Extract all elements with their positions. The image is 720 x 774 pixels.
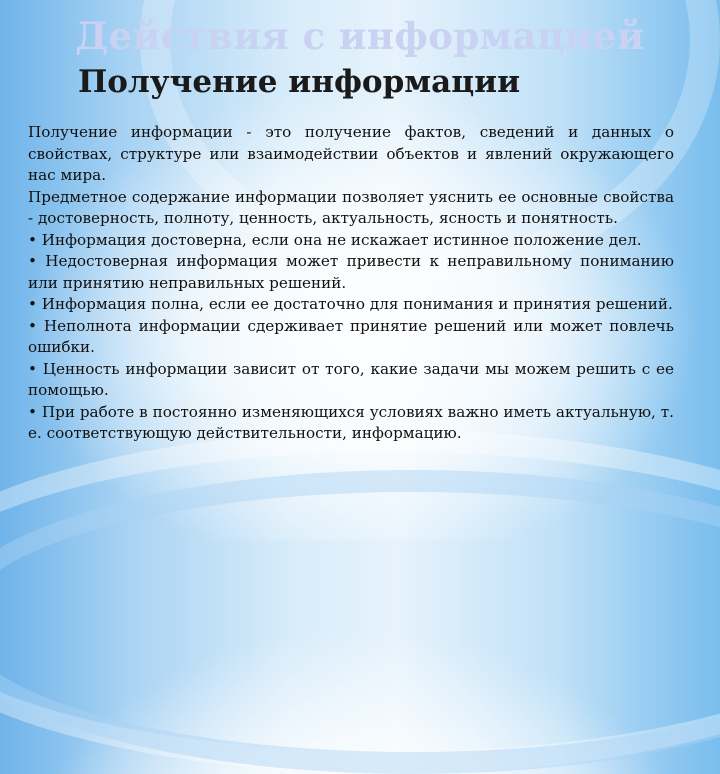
bullet-actual: • При работе в постоянно изменяющихся условиях важно иметь актуальную, т. е. соответствующую действительности, информацию. [28,402,674,442]
paragraph-definition: Получение информации - это получение фактов, сведений и данных о свойствах, структуре или взаимодействии объектов и явлений окружающего нас мира. [28,123,674,184]
bullet-unreliable: • Недостоверная информация может привести к неправильному пониманию или принятию неправильных решений. [28,252,674,292]
bullet-reliable: • Информация достоверна, если она не искажает истинное положение дел. [28,230,642,249]
bullet-value: • Ценность информации зависит от того, какие задачи мы можем решить с ее помощью. [28,359,674,399]
paragraph-properties: Предметное содержание информации позволяет уяснить ее основные свойства - достоверность, полноту, ценность, актуальность, ясность и понятность. [28,187,674,227]
slide-body [28,122,674,445]
background-decor [0,430,720,774]
bullet-complete: • Информация полна, если ее достаточно для понимания и принятия решений. [28,295,673,313]
slide-title: Получение информации [78,64,521,100]
slide-header: Действия с информацией [75,14,645,58]
bullet-incomplete: • Неполнота информации сдерживает принятие решений или может повлечь ошибки. [28,316,674,356]
background-decor [0,470,720,774]
